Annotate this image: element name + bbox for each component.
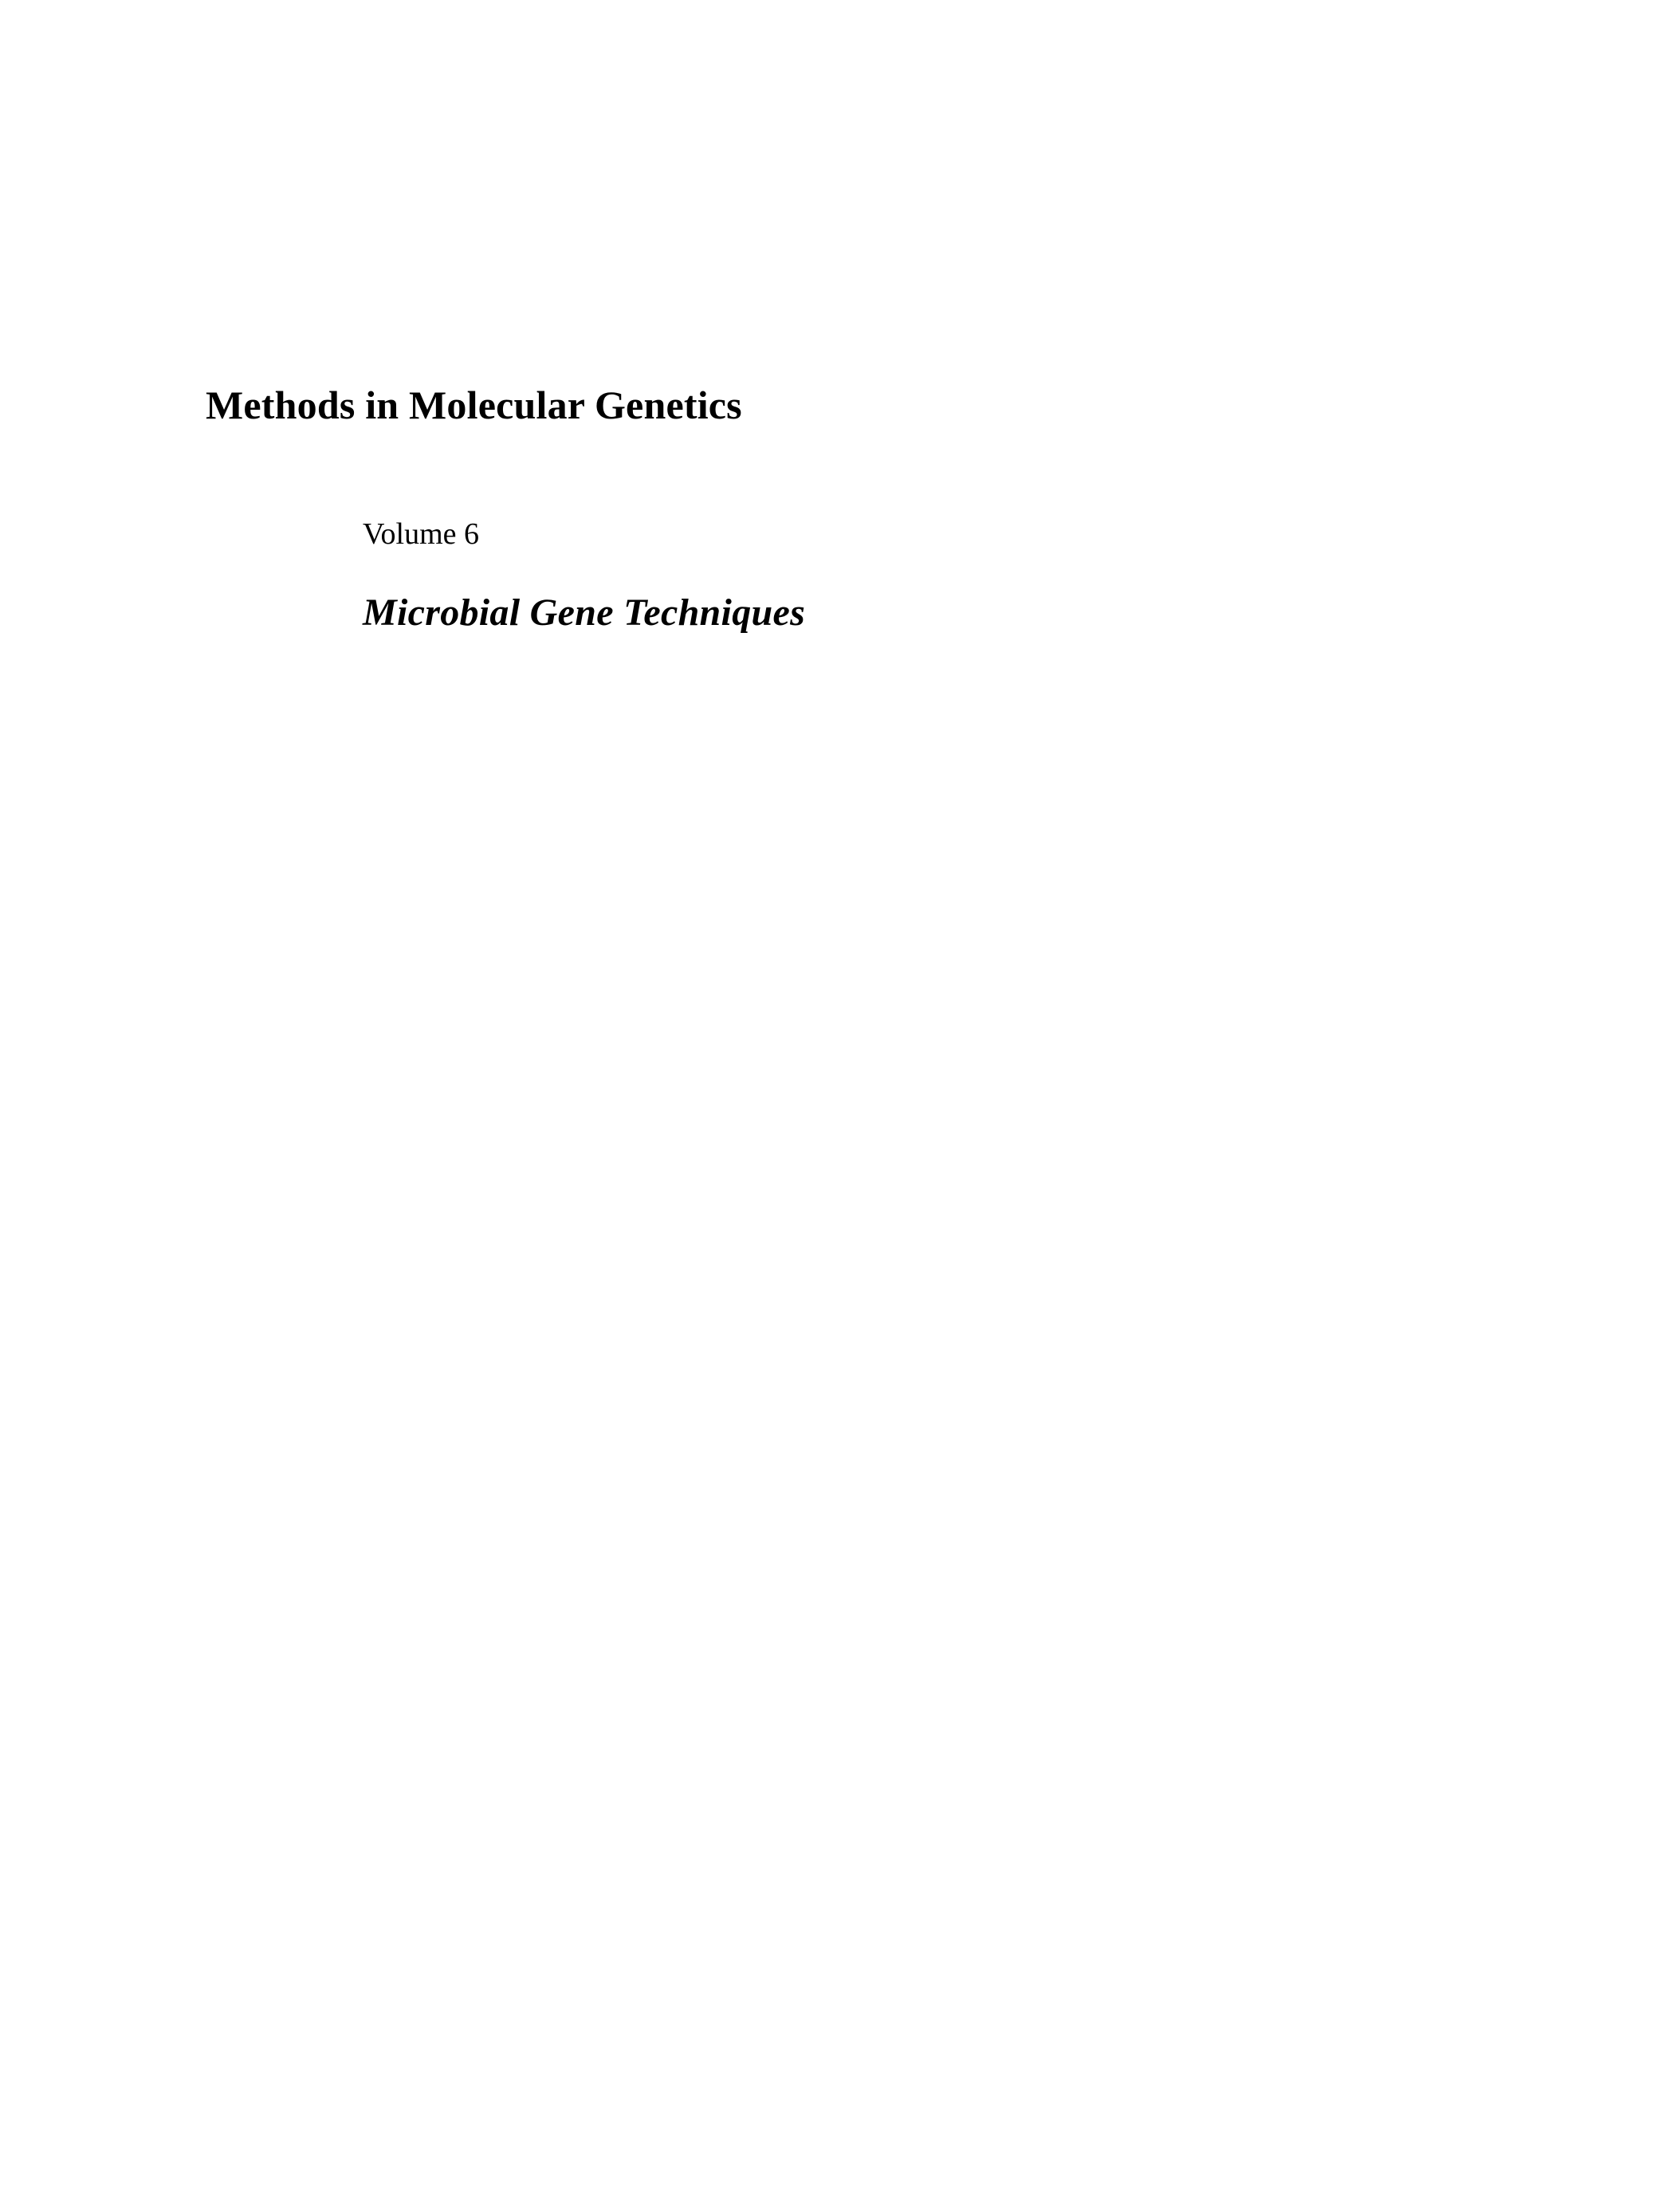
- volume-label-block: [363, 517, 1399, 553]
- volume-subtitle: Microbial Gene Techniques: [363, 591, 806, 634]
- volume-number-label: Volume 6: [363, 517, 480, 551]
- series-title-block: [206, 383, 1401, 429]
- page-title: Methods in Molecular Genetics: [206, 383, 742, 427]
